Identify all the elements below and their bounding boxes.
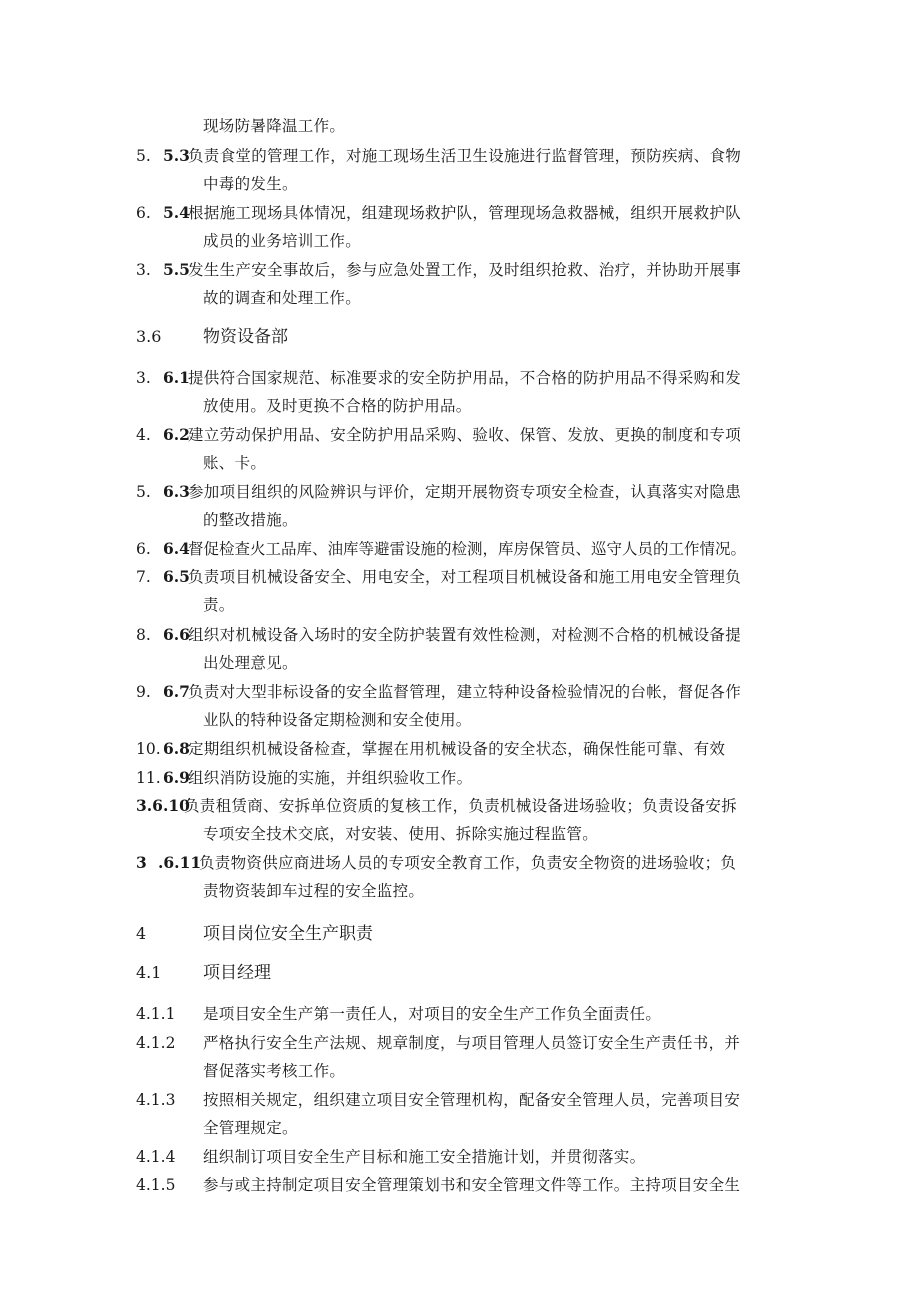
item-text: 提供符合国家规范、标准要求的安全防护用品，不合格的防护用品不得采购和发 (188, 369, 742, 387)
item-text: 建立劳动保护用品、安全防护用品采购、验收、保管、发放、更换的制度和专项 (188, 426, 742, 444)
item-code: 5.5 (163, 260, 190, 279)
item-text: 根据施工现场具体情况，组建现场救护队，管理现场急救器械，组织开展救护队 (188, 204, 742, 222)
item-continuation: 业队的特种设备定期检测和安全使用。 (203, 711, 472, 729)
item-code: 4.1.5 (136, 1176, 176, 1194)
item-code: 4.1.3 (136, 1091, 176, 1109)
item-text: 组织消防设施的实施，并组织验收工作。 (188, 769, 473, 787)
item-prefix: 6. (136, 204, 151, 222)
item-text: 负责对大型非标设备的安全监督管理，建立特种设备检验情况的台帐，督促各作 (188, 683, 742, 701)
item-continuation: 责物资装卸车过程的安全监控。 (203, 882, 425, 900)
item-code: 4.1.4 (136, 1148, 176, 1166)
item-text: 参与或主持制定项目安全管理策划书和安全管理文件等工作。主持项目安全生 (203, 1176, 741, 1194)
item-text: 负责物资供应商进场人员的专项安全教育工作，负责安全物资的进场验收；负 (199, 854, 737, 872)
paragraph-continuation: 现场防暑降温工作。 (203, 117, 346, 135)
section-title: 项目经理 (203, 963, 271, 983)
item-text: 组织对机械设备入场时的安全防护装置有效性检测，对检测不合格的机械设备提 (188, 626, 742, 644)
item-code: 6.2 (163, 425, 190, 444)
item-continuation: 中毒的发生。 (203, 175, 298, 193)
item-prefix: 7. (136, 568, 151, 586)
item-text: 严格执行安全生产法规、规章制度，与项目管理人员签订安全生产责任书，并 (203, 1034, 741, 1052)
item-code: 6.9 (163, 768, 190, 787)
section-number: 3.6 (136, 327, 162, 346)
item-continuation: 的整改措施。 (203, 511, 298, 529)
item-text: 督促检查火工品库、油库等避雷设施的检测，库房保管员、巡守人员的工作情况。 (188, 540, 747, 558)
item-prefix: 3. (136, 369, 151, 387)
item-text: 负责租赁商、安拆单位资质的复核工作，负责机械设备进场验收；负责设备安拆 (184, 797, 738, 815)
item-prefix: 8. (136, 626, 151, 644)
item-code: .6.11 (158, 853, 202, 872)
item-continuation: 专项安全技术交底，对安装、使用、拆除实施过程监管。 (203, 825, 599, 843)
item-code: 6.7 (163, 682, 190, 701)
item-text: 是项目安全生产第一责任人，对项目的安全生产工作负全面责任。 (203, 1005, 662, 1023)
item-continuation: 故的调查和处理工作。 (203, 289, 362, 307)
item-text: 定期组织机械设备检查，掌握在用机械设备的安全状态，确保性能可靠、有效 (188, 740, 726, 758)
item-code: 6.3 (163, 482, 190, 501)
item-text: 负责食堂的管理工作，对施工现场生活卫生设施进行监督管理，预防疾病、食物 (188, 147, 742, 165)
item-continuation: 督促落实考核工作。 (203, 1062, 346, 1080)
item-text: 按照相关规定，组织建立项目安全管理机构，配备安全管理人员，完善项目安 (203, 1091, 741, 1109)
item-code: 4.1.1 (136, 1005, 176, 1023)
item-code: 5.3 (163, 146, 190, 165)
section-number: 4 (136, 924, 147, 943)
section-number: 4.1 (136, 963, 162, 982)
section-title: 物资设备部 (203, 327, 288, 347)
item-code: 6.5 (163, 567, 190, 586)
item-prefix: 3. (136, 261, 151, 279)
item-prefix: 10. (136, 740, 161, 758)
item-prefix: 9. (136, 683, 151, 701)
item-continuation: 成员的业务培训工作。 (203, 232, 362, 250)
item-prefix: 4. (136, 426, 151, 444)
item-code: 5.4 (163, 203, 190, 222)
item-text: 参加项目组织的风险辨识与评价，定期开展物资专项安全检查，认真落实对隐患 (188, 483, 742, 501)
item-code: 6.6 (163, 625, 190, 644)
item-code: 6.1 (163, 368, 190, 387)
item-continuation: 账、卡。 (203, 454, 267, 472)
item-continuation: 放使用。及时更换不合格的防护用品。 (203, 397, 472, 415)
item-text: 负责项目机械设备安全、用电安全，对工程项目机械设备和施工用电安全管理负 (188, 568, 742, 586)
item-code: 4.1.2 (136, 1034, 176, 1052)
item-code: 6.8 (163, 739, 190, 758)
item-prefix: 5. (136, 483, 151, 501)
item-continuation: 出处理意见。 (203, 654, 298, 672)
item-prefix: 11. (136, 769, 161, 787)
item-prefix: 5. (136, 147, 151, 165)
item-text: 发生生产安全事故后，参与应急处置工作，及时组织抢救、治疗，并协助开展事 (188, 261, 742, 279)
item-code: 6.4 (163, 539, 190, 558)
item-prefix: 6. (136, 540, 151, 558)
item-text: 组织制订项目安全生产目标和施工安全措施计划，并贯彻落实。 (203, 1148, 646, 1166)
item-continuation: 全管理规定。 (203, 1119, 298, 1137)
section-title: 项目岗位安全生产职责 (203, 924, 373, 944)
item-prefix: 3 (136, 853, 147, 872)
item-continuation: 责。 (203, 596, 235, 614)
item-code: 3.6.10 (136, 796, 190, 815)
